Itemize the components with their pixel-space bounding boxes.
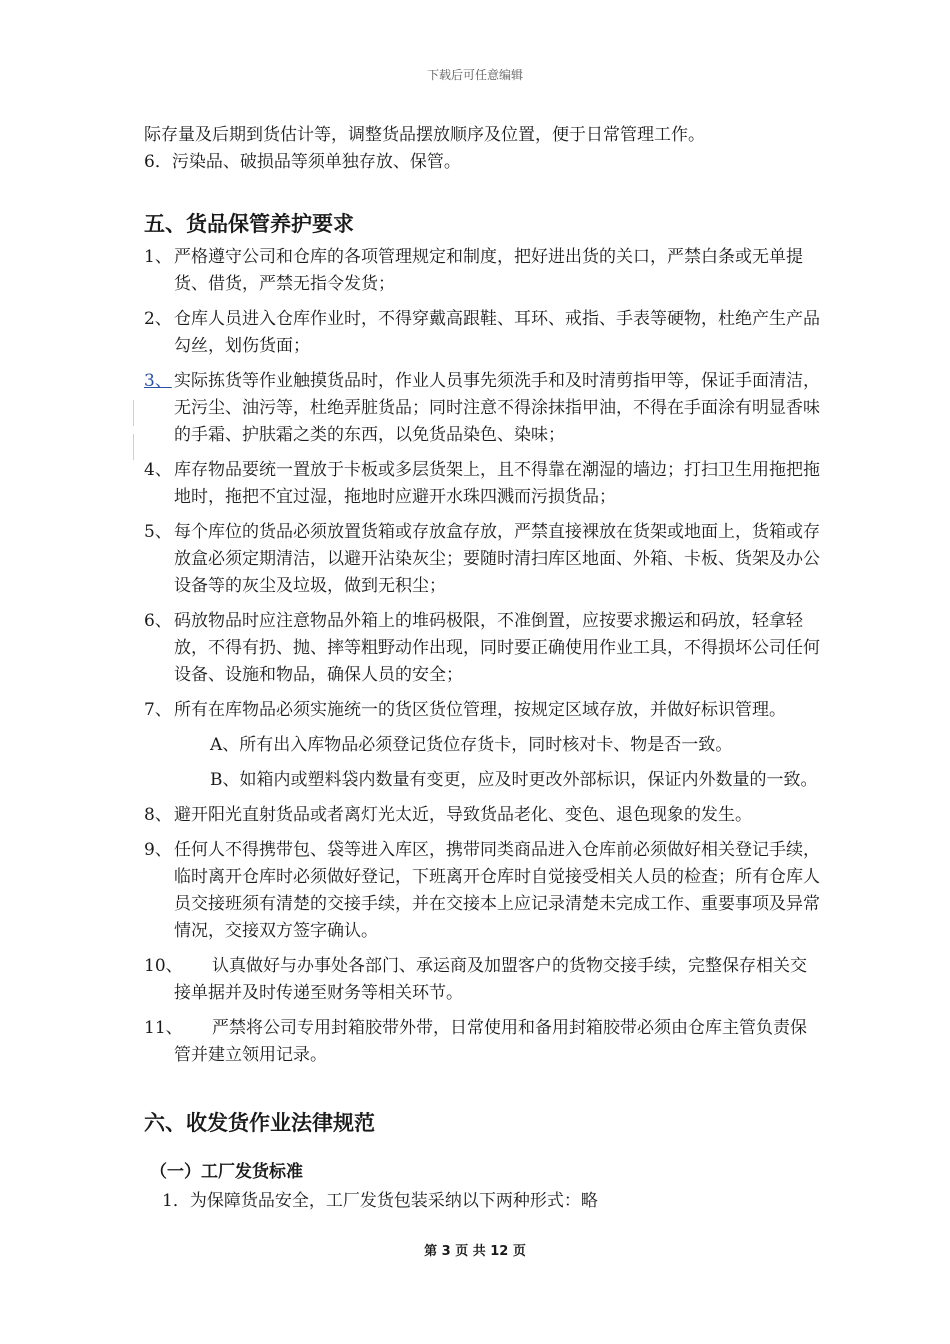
- list-item-text: 避开阳光直射货品或者离灯光太近，导致货品老化、变色、退色现象的发生。: [174, 805, 752, 825]
- list-item: [144, 1015, 820, 1069]
- list-item-text: 每个库位的货品必须放置货箱或存放盒存放，严禁直接裸放在货架或地面上，货箱或存放盒必须定期清洁，以避开沾染灰尘；要随时清扫库区地面、外箱、卡板、货架及办公设备等的灰尘及垃圾，做到无积尘；: [174, 522, 820, 596]
- list-item-number: 9、: [144, 840, 172, 860]
- list-item: [144, 368, 820, 449]
- list-item-number: 5、: [144, 522, 172, 542]
- list-item-number: 1、: [144, 247, 172, 267]
- list-item-number: 10、: [144, 956, 183, 976]
- revision-marker: [133, 434, 134, 460]
- intro-line: 6．污染品、破损品等须单独存放、保管。: [144, 152, 461, 172]
- list-item-number: 7、: [144, 700, 172, 720]
- list-item-text: 实际拣货等作业触摸货品时，作业人员事先须洗手和及时清剪指甲等，保证手面清洁，无污尘、油污等，杜绝弄脏货品；同时注意不得涂抹指甲油，不得在手面涂有明显香味的手霜、护肤霜之类的东西，以免货品染色、染味；: [174, 371, 820, 445]
- list-item: [144, 608, 820, 689]
- list-item-number: 2、: [144, 309, 172, 329]
- list-item-number: 11、: [144, 1018, 183, 1038]
- page-header: 下载后可任意编辑: [426, 68, 523, 82]
- list-item-text: 仓库人员进入仓库作业时，不得穿戴高跟鞋、耳环、戒指、手表等硬物，杜绝产生产品勾丝，划伤货面；: [174, 309, 820, 356]
- intro-line: 际存量及后期到货估计等，调整货品摆放顺序及位置，便于日常管理工作。: [144, 125, 705, 145]
- section-heading: 六、收发货作业法律规范: [144, 1111, 375, 1135]
- section-heading: 五、货品保管养护要求: [144, 212, 354, 236]
- list-item: [144, 802, 820, 829]
- list-item-text: 认真做好与办事处各部门、承运商及加盟客户的货物交接手续，完整保存相关交接单据并及时传递至财务等相关环节。: [174, 956, 807, 1003]
- sub-list-item: B、如箱内或塑料袋内数量有变更，应及时更改外部标识，保证内外数量的一致。: [210, 770, 818, 790]
- subsection-heading: （一）工厂发货标准: [150, 1162, 303, 1182]
- revision-marker: [133, 400, 134, 426]
- sub-list-item: A、所有出入库物品必须登记货位存货卡，同时核对卡、物是否一致。: [210, 735, 733, 755]
- list-item-number: 6、: [144, 611, 172, 631]
- list-item: [144, 244, 820, 298]
- list-item: [144, 457, 820, 511]
- list-item-number: 8、: [144, 805, 172, 825]
- list-item-text: 任何人不得携带包、袋等进入库区，携带同类商品进入仓库前必须做好相关登记手续，临时离开仓库时必须做好登记，下班离开仓库时自觉接受相关人员的检查；所有仓库人员交接班须有清楚的交接手续，并在交接本上应记录清楚未完成工作、重要事项及异常情况，交接双方签字确认。: [174, 840, 820, 941]
- list-item-text: 严禁将公司专用封箱胶带外带，日常使用和备用封箱胶带必须由仓库主管负责保管并建立领用记录。: [174, 1018, 807, 1065]
- list-item-text: 严格遵守公司和仓库的各项管理规定和制度，把好进出货的关口，严禁白条或无单提货、借货，严禁无指令发货；: [174, 247, 803, 294]
- list-item: [144, 953, 820, 1007]
- list-item-text: 所有在库物品必须实施统一的货区货位管理，按规定区域存放，并做好标识管理。: [174, 700, 786, 720]
- numbered-line: 1．为保障货品安全，工厂发货包装采纳以下两种形式：略: [162, 1191, 598, 1211]
- page-footer: 第 3 页 共 12 页: [424, 1244, 526, 1259]
- list-item-number-link[interactable]: 3、: [144, 371, 172, 391]
- document-body: [144, 122, 820, 1215]
- list-item-text: 码放物品时应注意物品外箱上的堆码极限，不准倒置，应按要求搬运和码放，轻拿轻放，不得有扔、抛、摔等粗野动作出现，同时要正确使用作业工具，不得损坏公司任何设备、设施和物品，确保人员的安全；: [174, 611, 820, 685]
- list-item-number: 4、: [144, 460, 172, 480]
- list-item-text: 库存物品要统一置放于卡板或多层货架上，且不得靠在潮湿的墙边；打扫卫生用拖把拖地时，拖把不宜过湿，拖地时应避开水珠四溅而污损货品；: [174, 460, 820, 507]
- list-item: [144, 837, 820, 945]
- list-item: [144, 697, 820, 724]
- list-item: [144, 519, 820, 600]
- list-item: [144, 306, 820, 360]
